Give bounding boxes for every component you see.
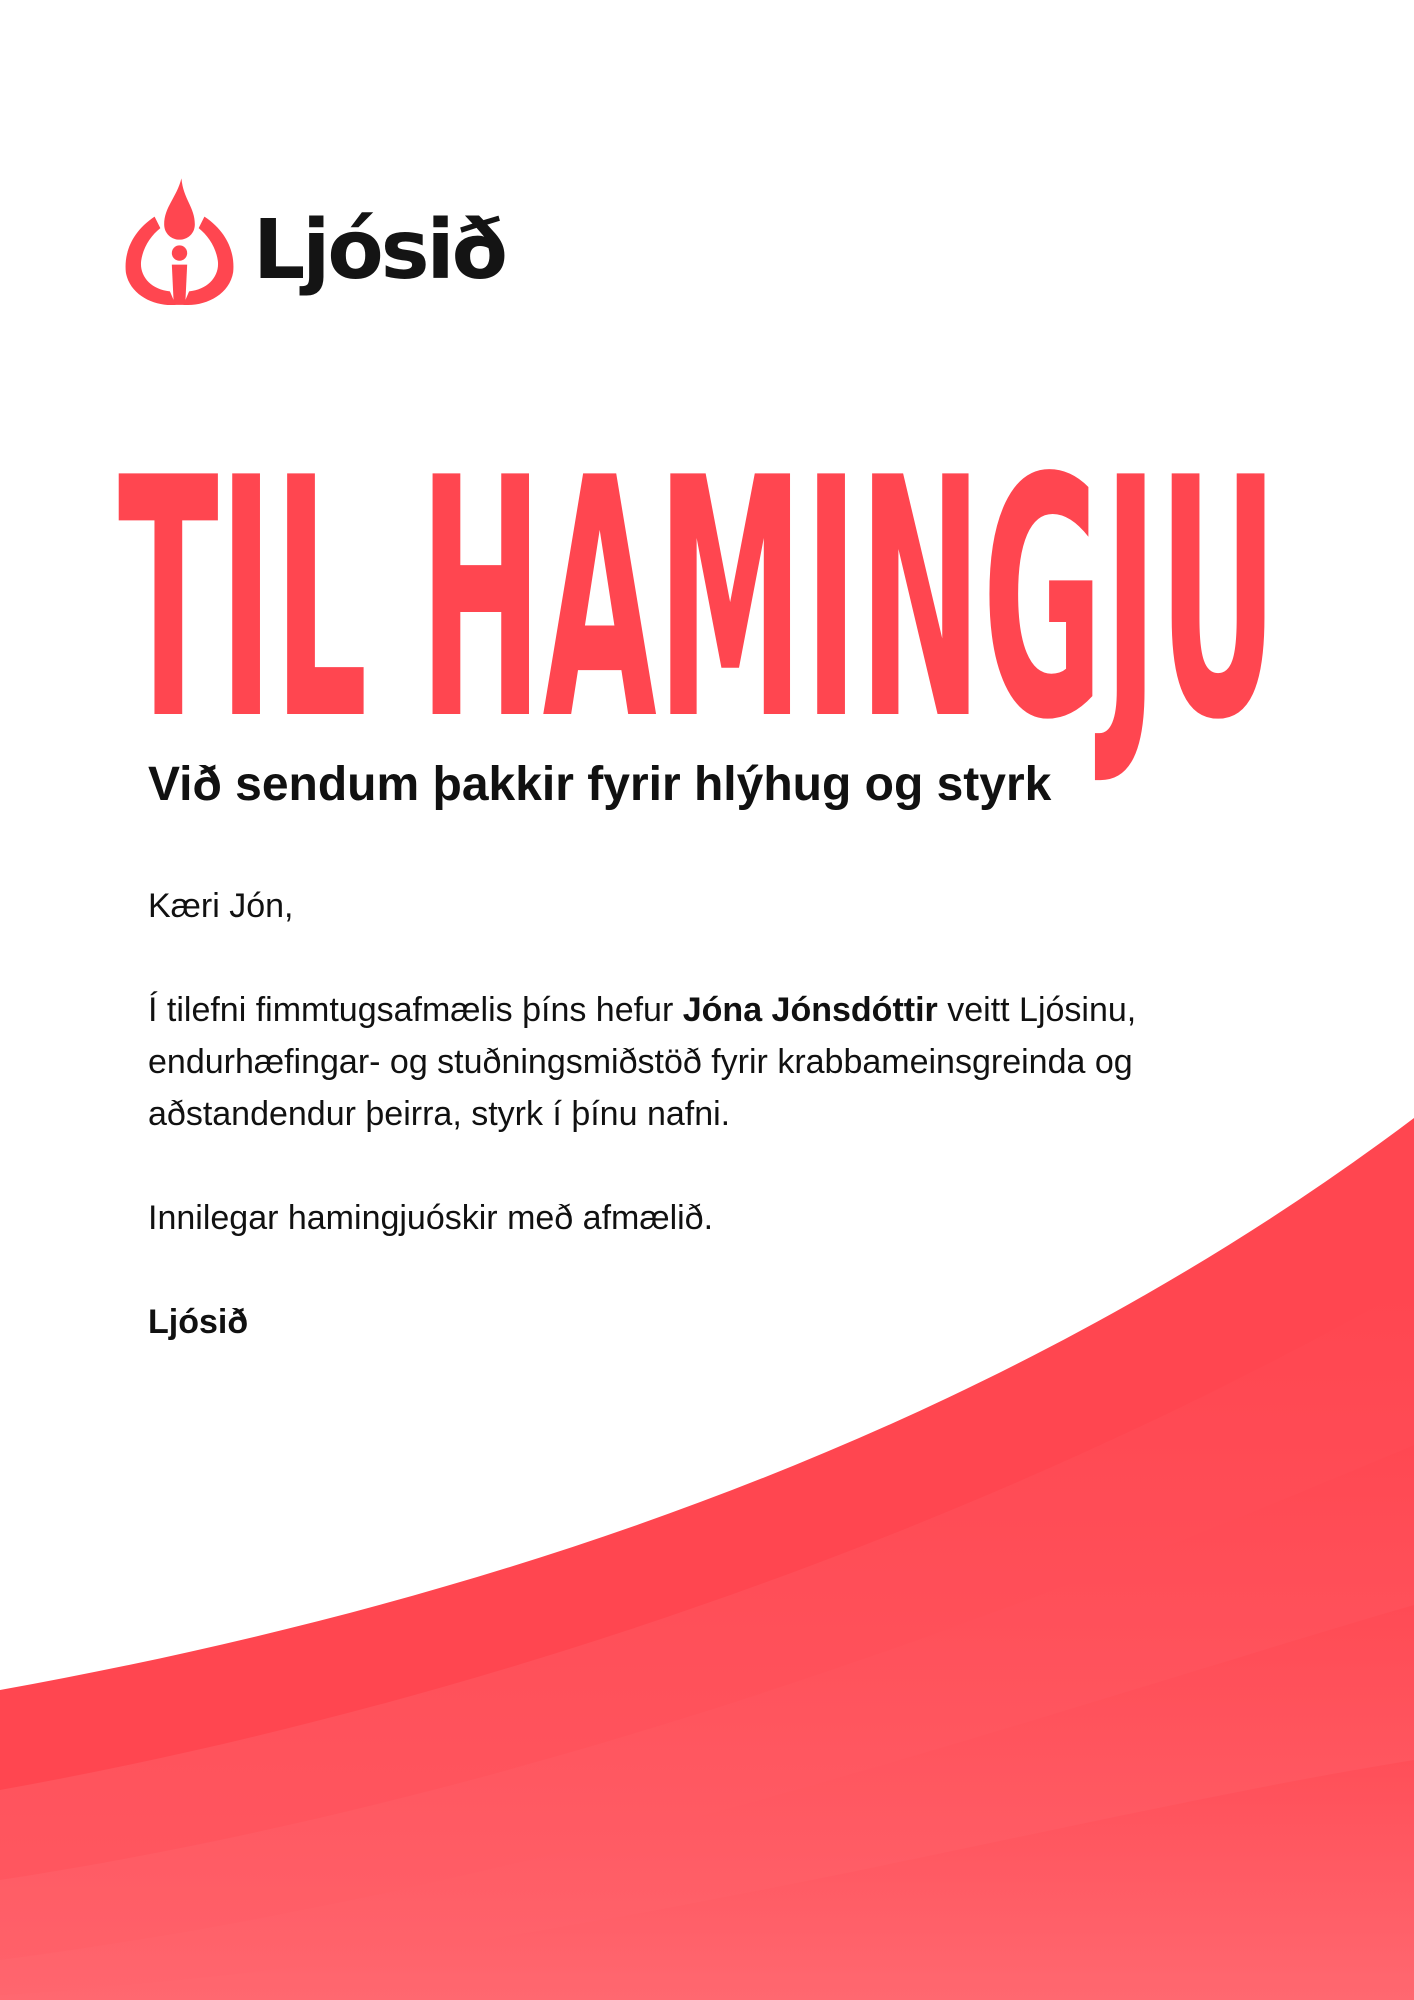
greeting: Kæri Jón, xyxy=(148,887,294,925)
logo-wordmark: Ljósið xyxy=(253,203,505,298)
flame-person-icon xyxy=(122,178,237,308)
wishes: Innilegar hamingjuóskir með afmælið. xyxy=(148,1199,714,1237)
paragraph-intro: Í tilefni fimmtugsafmælis þíns hefur xyxy=(148,991,683,1029)
paragraph-rest: veitt Ljósinu, endurhæfingar- og stuðningsmiðstöð fyrir krabbameinsgreinda og aðstandendur þeirra, styrk í þínu nafni. xyxy=(148,991,1137,1133)
signature-name: Ljósið xyxy=(148,1303,249,1341)
logo xyxy=(122,178,505,308)
subtitle: Við sendum þakkir fyrir hlýhug og styrk xyxy=(148,758,1052,811)
decorative-wave xyxy=(0,1100,1414,2000)
donor-name: Jóna Jónsdóttir xyxy=(682,991,938,1029)
headline-text: TIL HAMINGJU xyxy=(118,408,1278,792)
